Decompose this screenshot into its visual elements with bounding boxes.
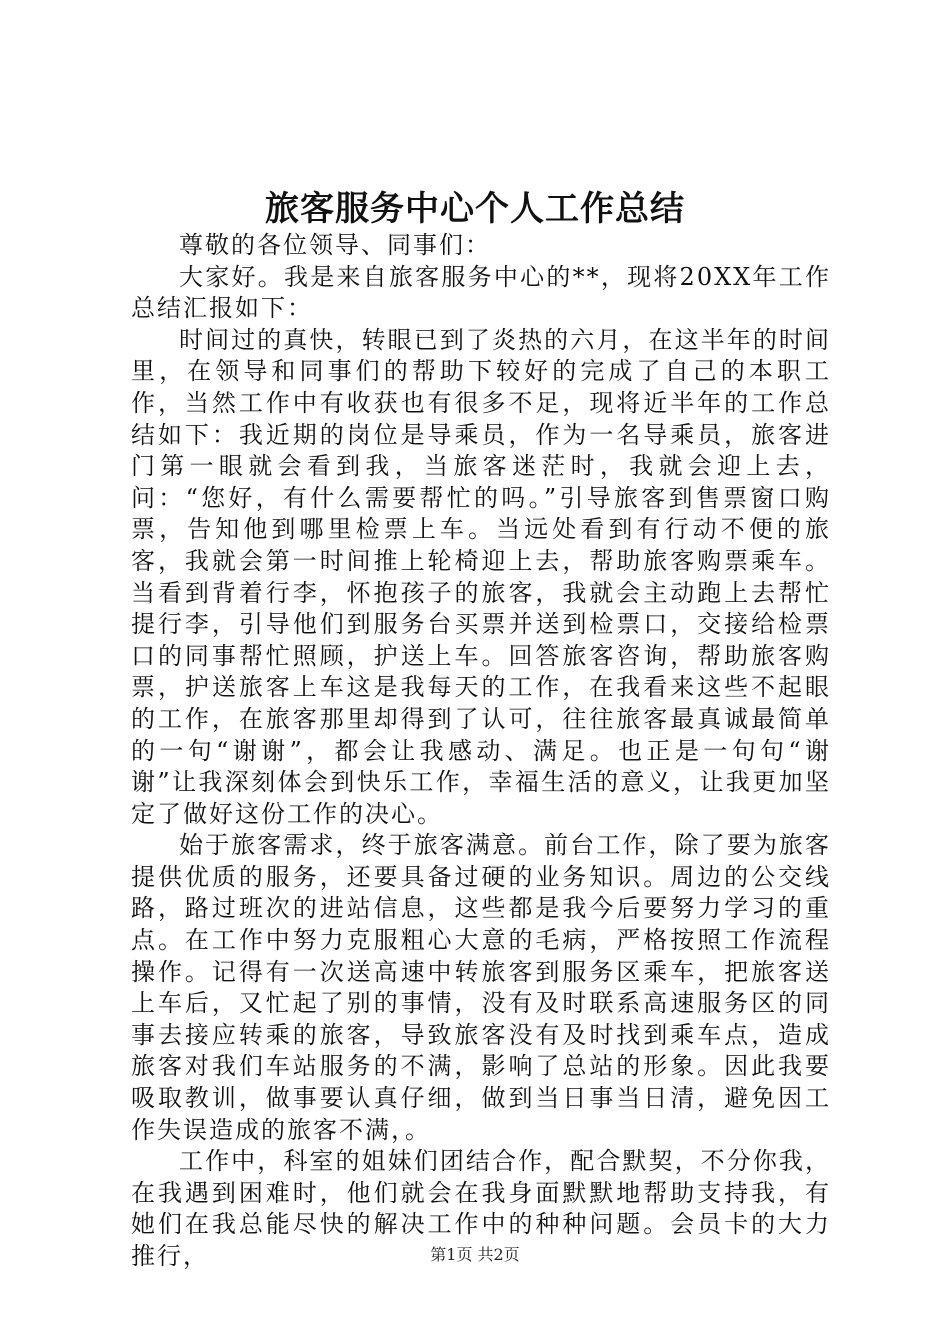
- page-number-footer: 第1页 共2页: [430, 1245, 520, 1264]
- body-paragraph: 工作中，科室的姐妹们团结合作，配合默契，不分你我，在我遇到困难时，他们就会在我身面默默地帮助支持我，有她们在我总能尽快的解决工作中的种种问题。会员卡的大力推行，: [131, 1147, 831, 1270]
- salutation-paragraph: 尊敬的各位领导、同事们：: [179, 231, 491, 259]
- greeting-paragraph: 大家好。我是来自旅客服务中心的**，现将20XX年工作总结汇报如下：: [131, 262, 831, 323]
- document-body: [131, 230, 831, 1273]
- body-paragraph: 始于旅客需求，终于旅客满意。前台工作，除了要为旅客提供优质的服务，还要具备过硬的业务知识。周边的公交线路，路过班次的进站信息，这些都是我今后要努力学习的重点。在工作中努力克服粗心大意的毛病，严格按照工作流程操作。记得有一次送高速中转旅客到服务区乘车，把旅客送上车后，又忙起了别的事情，没有及时联系高速服务区的同事去接应转乘的旅客，导致旅客没有及时找到乘车点，造成旅客对我们车站服务的不满，影响了总站的形象。因此我要吸取教训，做事要认真仔细，做到当日事当日清，避免因工作失误造成的旅客不满，。: [131, 831, 831, 1144]
- body-paragraph: 时间过的真快，转眼已到了炎热的六月，在这半年的时间里，在领导和同事们的帮助下较好的完成了自己的本职工作，当然工作中有收获也有很多不足，现将近半年的工作总结如下：我近期的岗位是导乘员，作为一名导乘员，旅客进门第一眼就会看到我，当旅客迷茫时，我就会迎上去，问：“您好，有什么需要帮忙的吗。”引导旅客到售票窗口购票，告知他到哪里检票上车。当远处看到有行动不便的旅客，我就会第一时间推上轮椅迎上去，帮助旅客购票乘车。当看到背着行李，怀抱孩子的旅客，我就会主动跑上去帮忙提行李，引导他们到服务台买票并送到检票口，交接给检票口的同事帮忙照顾，护送上车。回答旅客咨询，帮助旅客购票，护送旅客上车这是我每天的工作，在我看来这些不起眼的工作，在旅客那里却得到了认可，往往旅客最真诚最简单的一句“谢谢”，都会让我感动、满足。也正是一句句“谢谢”让我深刻体会到快乐工作，幸福生活的意义，让我更加坚定了做好这份工作的决心。: [131, 325, 831, 828]
- document-title: 旅客服务中心个人工作总结: [265, 189, 685, 229]
